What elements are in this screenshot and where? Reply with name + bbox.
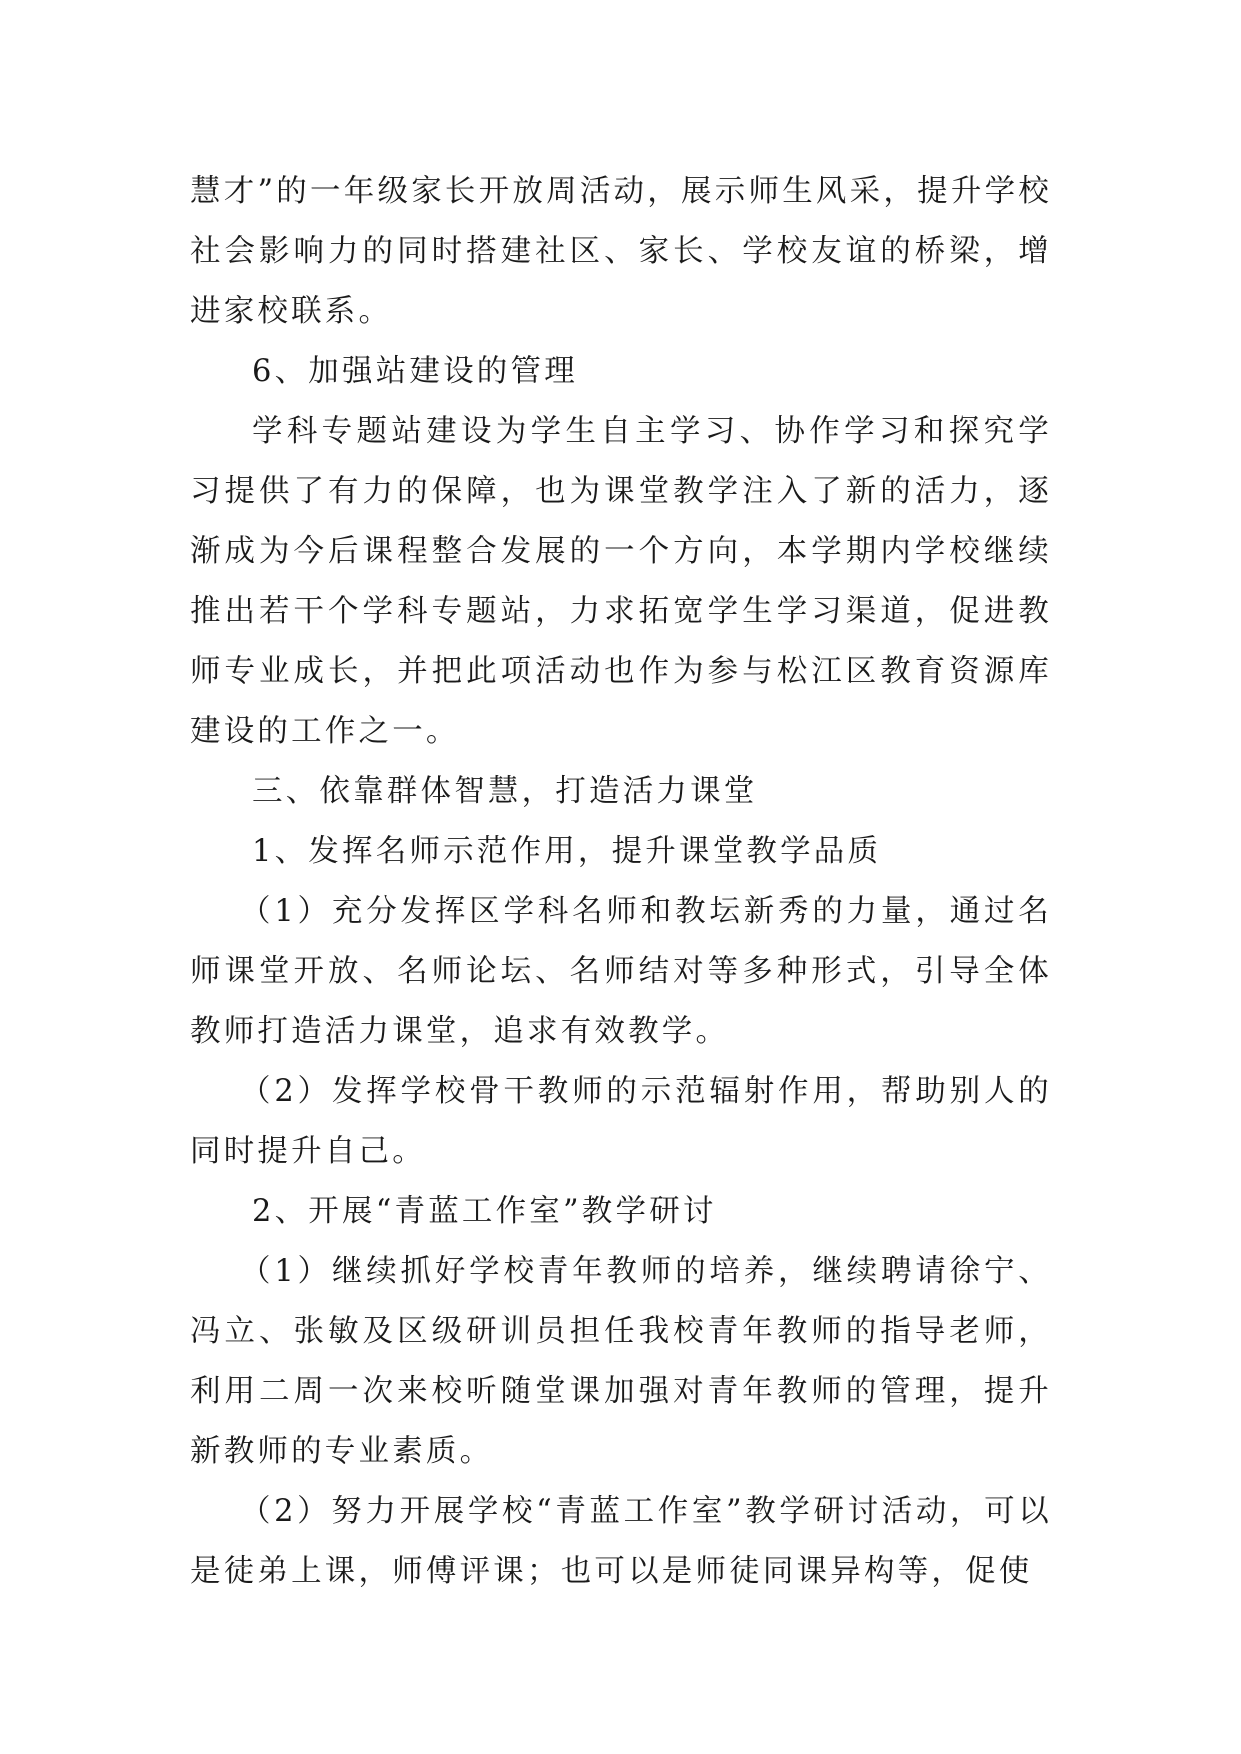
paragraph-item-2-1: （1）继续抓好学校青年教师的培养，继续聘请徐宁、冯立、张敏及区级研训员担任我校青年教师的指导老师，利用二周一次来校听随堂课加强对青年教师的管理，提升新教师的专业素质。	[190, 1254, 1052, 1469]
heading-qinglan-studio: 2、开展“青蓝工作室”教学研讨	[252, 1194, 717, 1229]
paragraph-subject-station: 学科专题站建设为学生自主学习、协作学习和探究学习提供了有力的保障，也为课堂教学注入了新的活力，逐渐成为今后课程整合发展的一个方向，本学期内学校继续推出若干个学科专题站，力求拓宽学生学习渠道，促进教师专业成长，并把此项活动也作为参与松江区教育资源库建设的工作之一。	[190, 414, 1052, 749]
paragraph-item-1-1: （1）充分发挥区学科名师和教坛新秀的力量，通过名师课堂开放、名师论坛、名师结对等多种形式，引导全体教师打造活力课堂，追求有效教学。	[190, 894, 1052, 1049]
paragraph-item-1-2: （2）发挥学校骨干教师的示范辐射作用，帮助别人的同时提升自己。	[190, 1074, 1052, 1169]
heading-famous-teacher: 1、发挥名师示范作用，提升课堂教学品质	[252, 834, 882, 869]
heading-station-management: 6、加强站建设的管理	[252, 354, 578, 389]
heading-section-three: 三、依靠群体智慧，打造活力课堂	[252, 774, 758, 809]
document-body	[190, 162, 1052, 1602]
paragraph-item-2-2: （2）努力开展学校“青蓝工作室”教学研讨活动，可以是徒弟上课，师傅评课；也可以是师徒同课异构等，促使	[190, 1494, 1052, 1589]
paragraph-continuation: 慧才”的一年级家长开放周活动，展示师生风采，提升学校社会影响力的同时搭建社区、家长、学校友谊的桥梁，增进家校联系。	[190, 174, 1052, 329]
